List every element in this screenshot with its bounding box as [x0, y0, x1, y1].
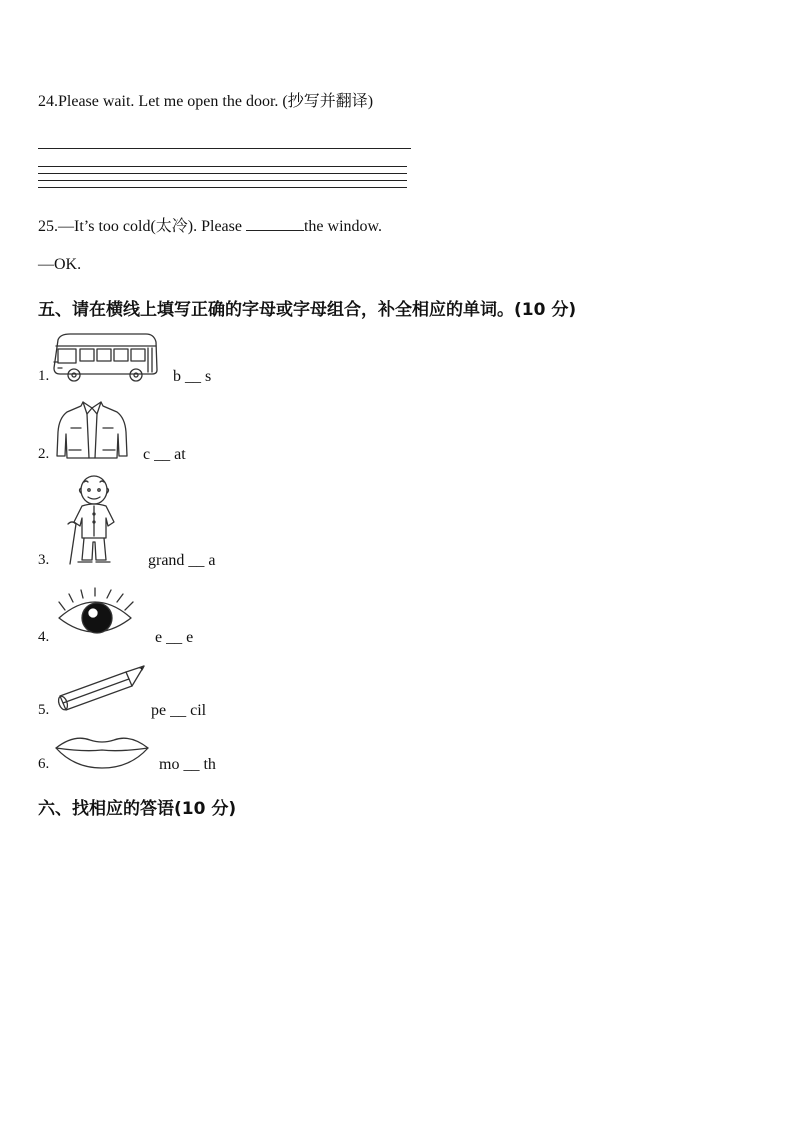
- item-word[interactable]: b __ s: [173, 368, 212, 385]
- question-instruction: (抄写并翻译): [282, 93, 374, 110]
- item-word[interactable]: mo __ th: [159, 756, 216, 773]
- item-number: 3.: [38, 552, 50, 568]
- section-6-title: 六、找相应的答语(10 分): [38, 799, 237, 819]
- section-5-title: 五、请在横线上填写正确的字母或字母组合，补全相应的单词。(10 分): [38, 300, 577, 320]
- question-suffix: the window.: [303, 218, 383, 235]
- question-prefix: —It’s too cold(太冷). Please: [58, 218, 246, 235]
- question-number: 24.: [38, 93, 58, 110]
- item-number: 1.: [38, 368, 50, 384]
- writing-line[interactable]: [38, 187, 407, 188]
- writing-line[interactable]: [38, 166, 407, 167]
- eye-icon: [55, 588, 135, 644]
- answer-blank[interactable]: [246, 216, 304, 231]
- question-text: Please wait. Let me open the door.: [58, 93, 279, 110]
- item-number: 2.: [38, 446, 50, 462]
- writing-line[interactable]: [38, 173, 407, 174]
- item-word[interactable]: c __ at: [143, 446, 186, 463]
- coat-icon: [55, 398, 130, 460]
- question-25: [38, 213, 382, 236]
- question-25-reply: —OK.: [38, 256, 82, 273]
- grandpa-icon: [64, 474, 124, 566]
- item-number: 5.: [38, 702, 50, 718]
- mouth-icon: [54, 730, 150, 770]
- item-word[interactable]: pe __ cil: [151, 702, 207, 719]
- item-number: 4.: [38, 629, 50, 645]
- question-number: 25.: [38, 218, 58, 235]
- writing-line[interactable]: [38, 148, 411, 149]
- item-word[interactable]: e __ e: [155, 629, 194, 646]
- question-24: [38, 88, 373, 111]
- writing-line[interactable]: [38, 180, 407, 181]
- bus-icon: [50, 332, 160, 382]
- item-number: 6.: [38, 756, 50, 772]
- pencil-icon: [54, 664, 146, 714]
- item-word[interactable]: grand __ a: [148, 552, 216, 569]
